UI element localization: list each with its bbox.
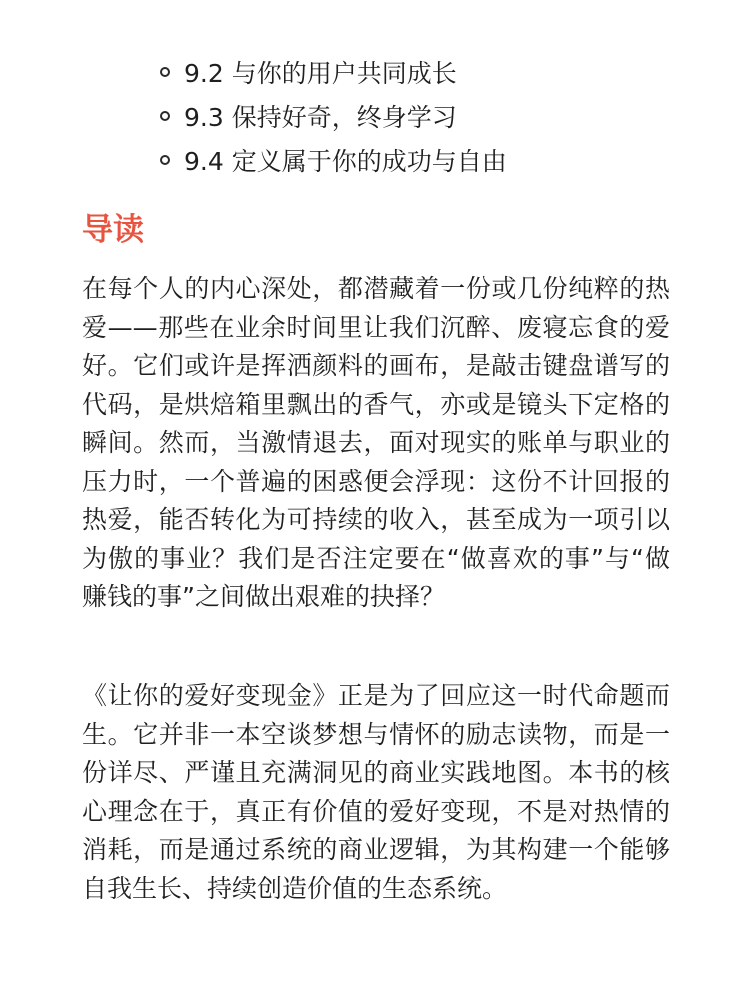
toc-item-label: 9.3 保持好奇，终身学习 xyxy=(184,103,457,132)
table-of-contents xyxy=(160,50,507,182)
toc-item-label: 9.2 与你的用户共同成长 xyxy=(184,59,457,88)
body-paragraph: 在每个人的内心深处，都潜藏着一份或几份纯粹的热爱——那些在业余时间里让我们沉醉、废寝忘食的爱好。它们或许是挥洒颜料的画布，是敲击键盘谱写的代码，是烘焙箱里飘出的香气，亦或是镜头下定格的瞬间。然而，当激情退去，面对现实的账单与职业的压力时，一个普遍的困惑便会浮现：这份不计回报的热爱，能否转化为可持续的收入，甚至成为一项引以为傲的事业？我们是否注定要在“做喜欢的事”与“做赚钱的事”之间做出艰难的抉择？ xyxy=(82,274,670,611)
toc-item[interactable] xyxy=(160,50,507,94)
section-heading: 导读 xyxy=(82,212,144,248)
body-paragraph: 《让你的爱好变现金》正是为了回应这一时代命题而生。它并非一本空谈梦想与情怀的励志读物，而是一份详尽、严谨且充满洞见的商业实践地图。本书的核心理念在于，真正有价值的爱好变现，不是对热情的消耗，而是通过系统的商业逻辑，为其构建一个能够自我生长、持续创造价值的生态系统。 xyxy=(82,681,670,903)
circle-bullet-icon xyxy=(160,111,170,121)
toc-item[interactable] xyxy=(160,138,507,182)
circle-bullet-icon xyxy=(160,155,170,165)
circle-bullet-icon xyxy=(160,67,170,77)
toc-item-label: 9.4 定义属于你的成功与自由 xyxy=(184,147,507,176)
toc-item[interactable] xyxy=(160,94,507,138)
